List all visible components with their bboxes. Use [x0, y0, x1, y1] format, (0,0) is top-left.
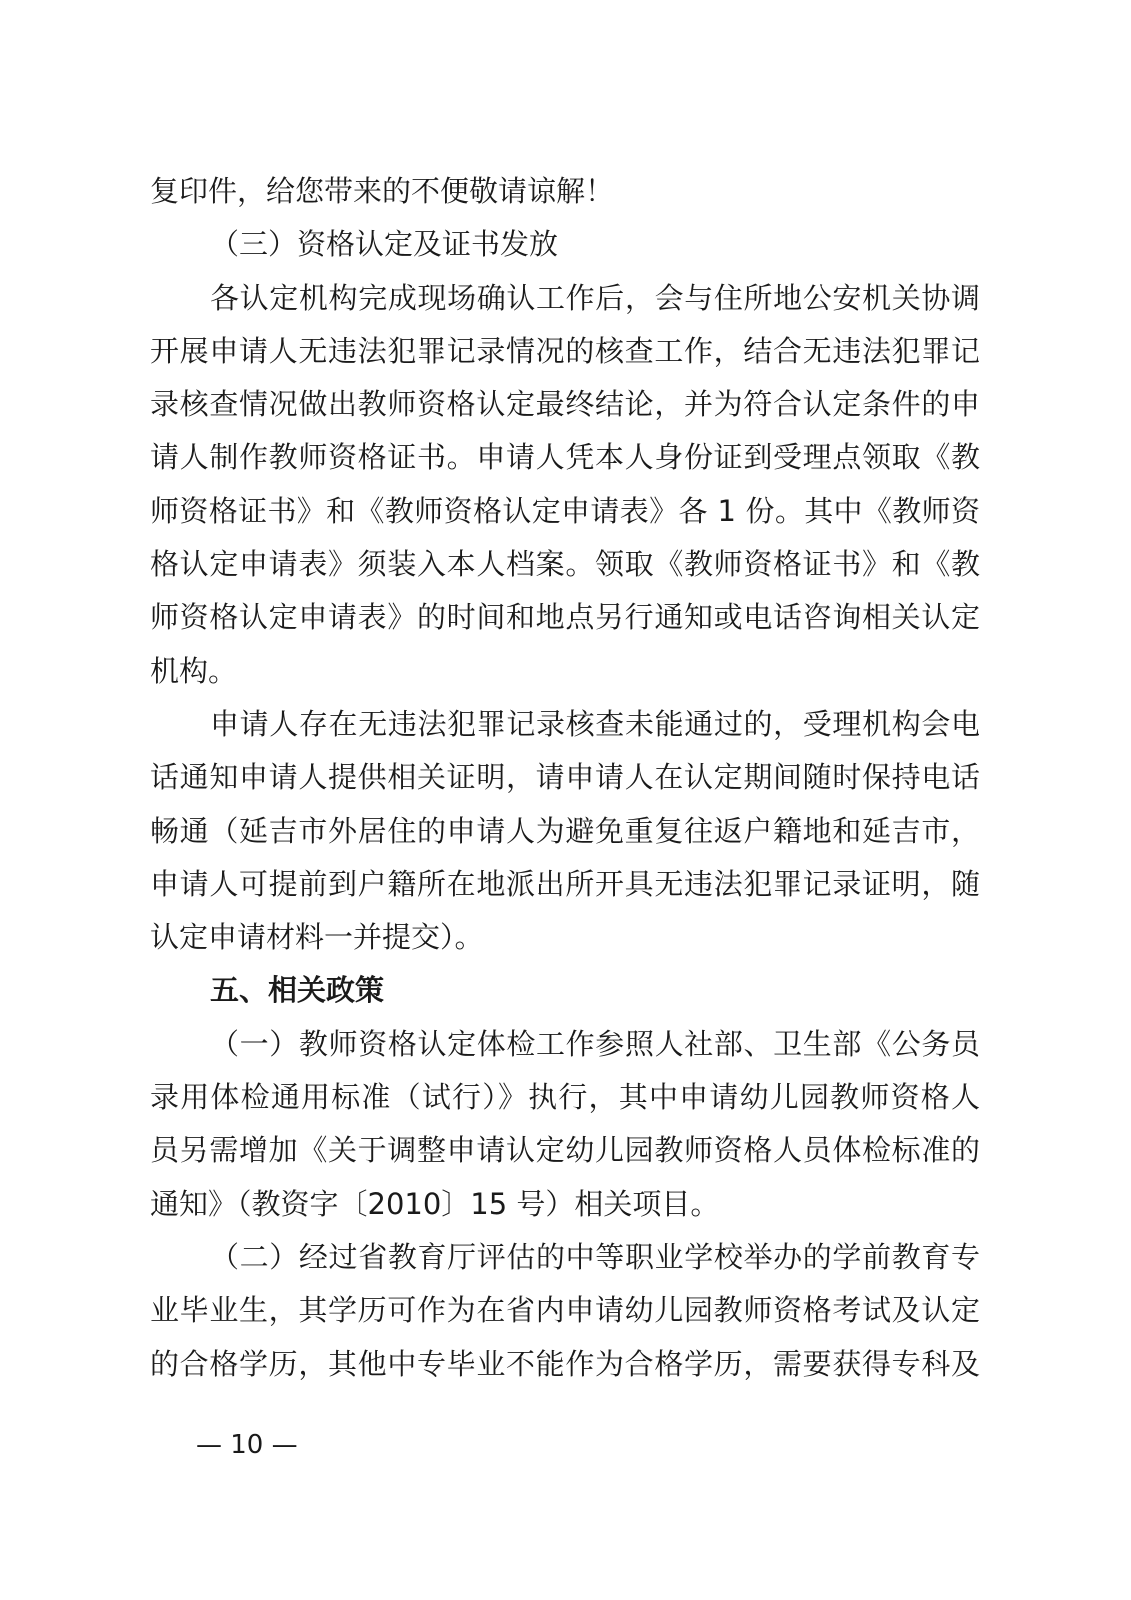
text-line: 员另需增加《关于调整申请认定幼儿园教师资格人员体检标准的	[150, 1133, 980, 1168]
text-line: 录核查情况做出教师资格认定最终结论，并为符合认定条件的申	[150, 387, 980, 422]
footer-dash-right: —	[271, 1430, 298, 1460]
text-line: 各认定机构完成现场确认工作后，会与住所地公安机关协调	[210, 280, 980, 315]
text-line: 申请人可提前到户籍所在地派出所开具无违法犯罪记录证明，随	[150, 866, 980, 901]
section-heading: 五、相关政策	[210, 973, 385, 1008]
page-number: 10	[230, 1430, 264, 1460]
text-line: 师资格证书》和《教师资格认定申请表》各 1 份。其中《教师资	[150, 493, 980, 528]
text-line: 师资格认定申请表》的时间和地点另行通知或电话咨询相关认定	[150, 600, 980, 635]
text-line: 的合格学历，其他中专毕业不能作为合格学历，需要获得专科及	[150, 1346, 980, 1381]
text-line: 申请人存在无违法犯罪记录核查未能通过的，受理机构会电	[210, 706, 980, 741]
page-footer	[196, 1425, 298, 1465]
text-line: （一）教师资格认定体检工作参照人社部、卫生部《公务员	[210, 1026, 980, 1061]
text-line: 开展申请人无违法犯罪记录情况的核查工作，结合无违法犯罪记	[150, 333, 980, 368]
text-line: 认定申请材料一并提交）。	[150, 920, 484, 955]
text-line: 格认定申请表》须装入本人档案。领取《教师资格证书》和《教	[150, 547, 980, 582]
text-line: 复印件，给您带来的不便敬请谅解！	[150, 174, 615, 208]
document-body	[150, 165, 980, 1391]
text-line: 请人制作教师资格证书。申请人凭本人身份证到受理点领取《教	[150, 440, 980, 475]
text-line: 录用体检通用标准（试行）》执行，其中申请幼儿园教师资格人	[150, 1080, 980, 1115]
text-line: 畅通（延吉市外居住的申请人为避免重复往返户籍地和延吉市，	[150, 813, 980, 848]
footer-dash-left: —	[196, 1430, 222, 1460]
text-line: 业毕业生，其学历可作为在省内申请幼儿园教师资格考试及认定	[150, 1293, 980, 1328]
text-line: （二）经过省教育厅评估的中等职业学校举办的学前教育专	[210, 1239, 980, 1274]
text-line: （三）资格认定及证书发放	[210, 227, 559, 262]
text-line: 通知》（教资字〔2010〕15 号）相关项目。	[150, 1186, 720, 1221]
text-line: 话通知申请人提供相关证明，请申请人在认定期间随时保持电话	[150, 760, 980, 795]
text-line: 机构。	[150, 653, 238, 688]
